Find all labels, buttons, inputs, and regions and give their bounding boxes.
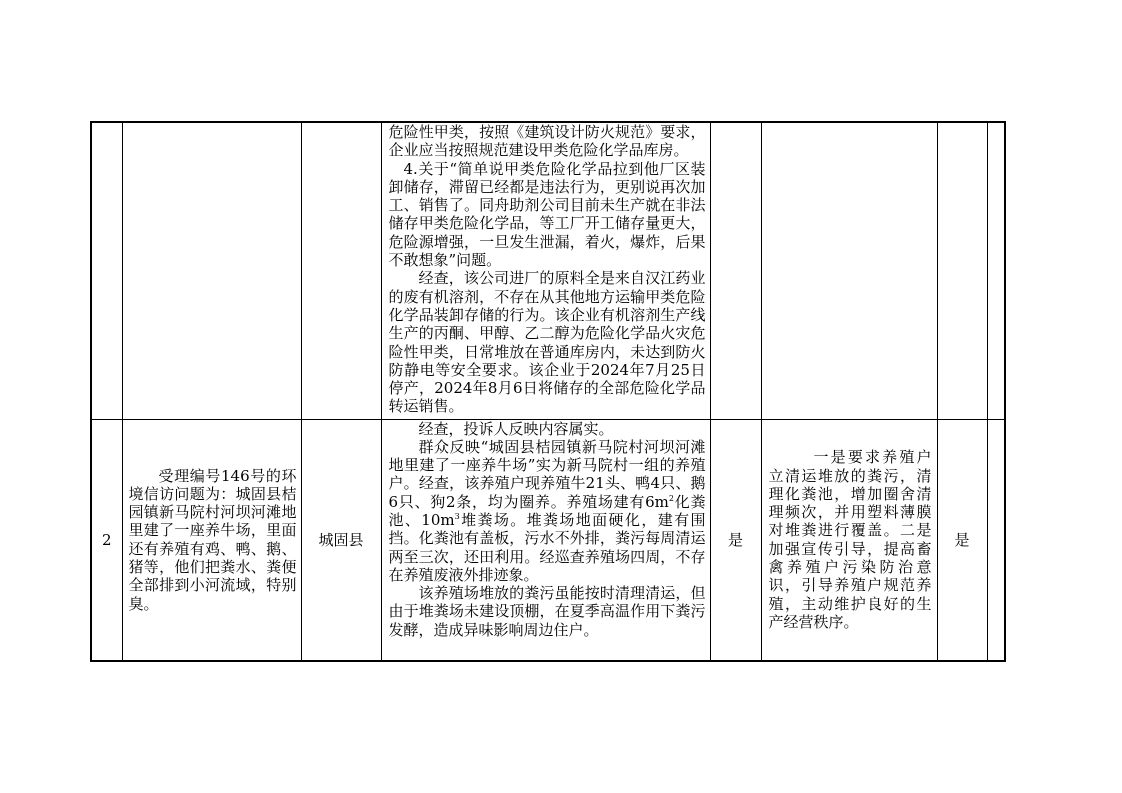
facts-text: 堆粪场。堆粪场地面硬化，建有围挡。化粪池有盖板，污水不外排，粪污每周清运两至三次，还田利用。经巡查养殖场四周，不存在养殖废液外排迹象。 [388, 510, 706, 584]
superscript: 2 [668, 493, 675, 503]
facts-cell [381, 419, 710, 661]
issue-cell [122, 419, 301, 661]
facts-paragraph: 危险性甲类，按照《建筑设计防火规范》要求，企业应当按照规范建设甲类危险化学品库房。 [388, 123, 706, 160]
facts-cell [381, 122, 710, 419]
complaint-table [90, 121, 1006, 662]
facts-paragraph: 经查，投诉人反映内容属实。 [418, 419, 614, 438]
verified-cell: 是 [710, 419, 761, 661]
superscript: 3 [454, 511, 460, 521]
measures-cell [761, 419, 937, 661]
closed-cell: 是 [937, 419, 987, 661]
facts-paragraph: 该养殖场堆放的粪污虽能按时清理清运，但由于堆粪场未建设顶棚，在夏季高温作用下粪污发酵，造成异味影响周边住户。 [388, 584, 706, 639]
region-cell: 城固县 [301, 419, 381, 661]
facts-paragraph: 4.关于“简单说甲类危险化学品拉到他厂区装卸储存，滞留已经都是违法行为，更别说再次加工、销售了。同舟助剂公司目前未生产就在非法储存甲类危险化学品，等工厂开工储存量更大，危险源增强，一旦发生泄漏，着火，爆炸，后果不敢想象”问题。 [388, 159, 706, 270]
seq-cell [91, 122, 122, 419]
measures-text: 一是要求养殖户立清运堆放的粪污，清理化粪池，增加圈舍清理频次，并用塑料薄膜对堆粪进行覆盖。二是加强宣传引导，提高畜禽养殖户污染防治意识，引导养殖户规范养殖，主动维护良好的生产经营秩序。 [768, 448, 932, 631]
closed-cell [937, 122, 987, 419]
facts-text: 化粪池、10m [388, 492, 706, 529]
table-row [91, 419, 1005, 661]
facts-paragraph [389, 438, 706, 584]
remark-cell [987, 419, 1005, 661]
verified-cell [710, 122, 761, 419]
issue-cell [122, 122, 301, 419]
region-cell [301, 122, 381, 419]
table-row [91, 122, 1005, 419]
issue-text: 受理编号146号的环境信访问题为：城固县桔园镇新马院村河坝河滩地里建了一座养牛场，里面还有养殖有鸡、鸭、鹅、猪等，他们把粪水、粪便全部排到小河流域，特别臭。 [128, 466, 297, 613]
measures-cell [761, 122, 937, 419]
facts-text: 群众反映“城固县桔园镇新马院村河坝河滩地里建了一座养牛场”实为新马院村一组的养殖户。经查，该养殖户现养殖牛21头、鸭4只、鹅6只、狗2条，均为圈养。养殖场建有6m [388, 437, 706, 511]
facts-paragraph: 经查，该公司进厂的原料全是来自汉江药业的废有机溶剂，不存在从其他地方运输甲类危险化学品装卸存储的行为。该企业有机溶剂生产线生产的丙酮、甲醇、乙二醇为危险化学品火灾危险性甲类，日常堆放在普通库房内，未达到防火防静电等安全要求。该企业于2024年7月25日停产，2024年8月6日将储存的全部危险化学品转运销售。 [388, 269, 706, 416]
seq-cell: 2 [91, 419, 122, 661]
remark-cell [987, 122, 1005, 419]
